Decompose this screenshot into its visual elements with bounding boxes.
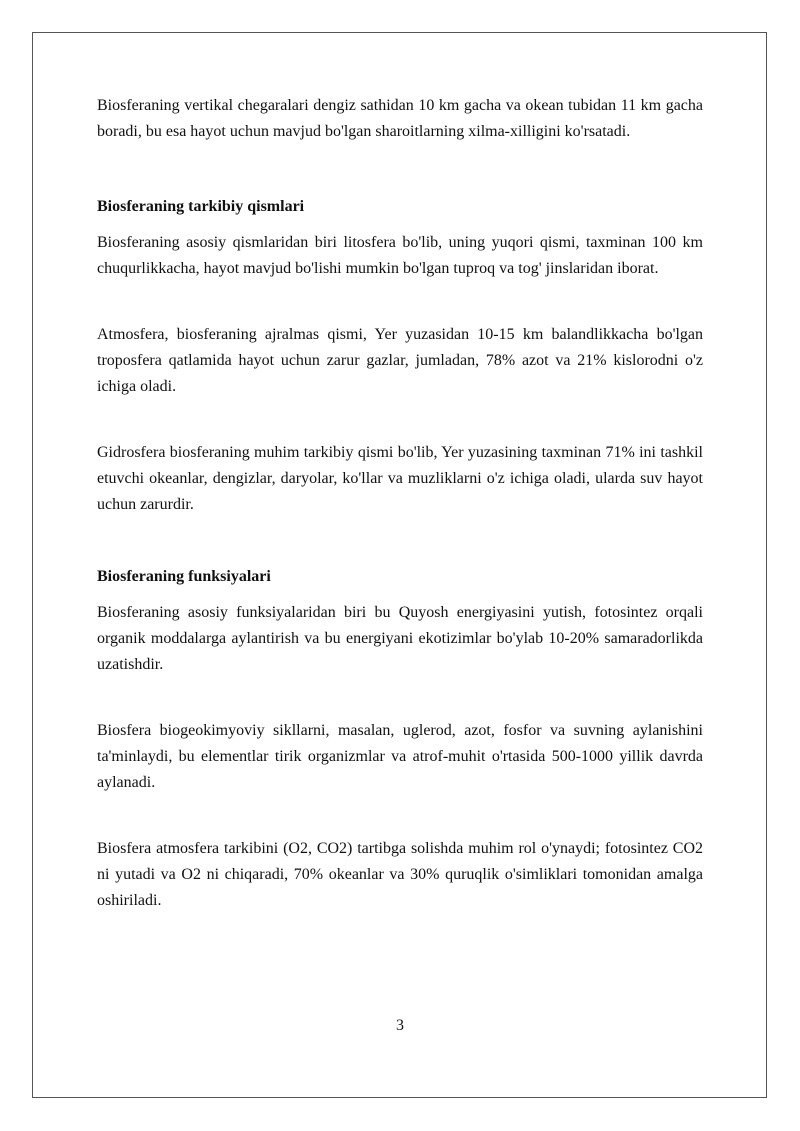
paragraph-atmosphere-regulation: Biosfera atmosfera tarkibini (O2, CO2) tartibga solishda muhim rol o'ynaydi; fotosintez CO2 ni yutadi va O2 ni chiqaradi, 70% okeanlar va 30% quruqlik o'simliklari tomonidan amalga oshiriladi. — [97, 840, 703, 909]
page-number: 3 — [396, 1017, 404, 1034]
paragraph-biogeochemical-cycles: Biosfera biogeokimyoviy sikllarni, masalan, uglerod, azot, fosfor va suvning aylanishini ta'minlaydi, bu elementlar tirik organizmlar va atrof-muhit o'rtasida 500-1000 yillik davrda aylanadi. — [97, 722, 703, 791]
paragraph-vertical-boundaries: Biosferaning vertikal chegaralari dengiz sathidan 10 km gacha va okean tubidan 11 km gacha boradi, bu esa hayot uchun mavjud bo'lgan sharoitlarning xilma-xilligini ko'rsatadi. — [97, 97, 703, 140]
paragraph-energy-function: Biosferaning asosiy funksiyalaridan biri bu Quyosh energiyasini yutish, fotosintez orqali organik moddalarga aylantirish va bu energiyani ekotizimlar bo'ylab 10-20% samaradorlikda uzatishdir. — [97, 604, 703, 673]
paragraph-lithosphere: Biosferaning asosiy qismlaridan biri litosfera bo'lib, uning yuqori qismi, taxminan 100 km chuqurlikkacha, hayot mavjud bo'lishi mumkin bo'lgan tuproq va tog' jinslaridan iborat. — [97, 234, 703, 277]
heading-functions: Biosferaning funksiyalari — [97, 568, 271, 585]
heading-components: Biosferaning tarkibiy qismlari — [97, 198, 305, 215]
paragraph-atmosphere: Atmosfera, biosferaning ajralmas qismi, Yer yuzasidan 10-15 km balandlikkacha bo'lgan troposfera qatlamida hayot uchun zarur gazlar, jumladan, 78% azot va 21% kislorodni o'z ichiga oladi. — [97, 326, 703, 395]
document-body — [97, 93, 703, 914]
paragraph-hydrosphere: Gidrosfera biosferaning muhim tarkibiy qismi bo'lib, Yer yuzasining taxminan 71% ini tashkil etuvchi okeanlar, dengizlar, daryolar, ko'llar va muzliklarni o'z ichiga oladi, ularda suv hayot uchun zarurdir. — [97, 444, 703, 513]
